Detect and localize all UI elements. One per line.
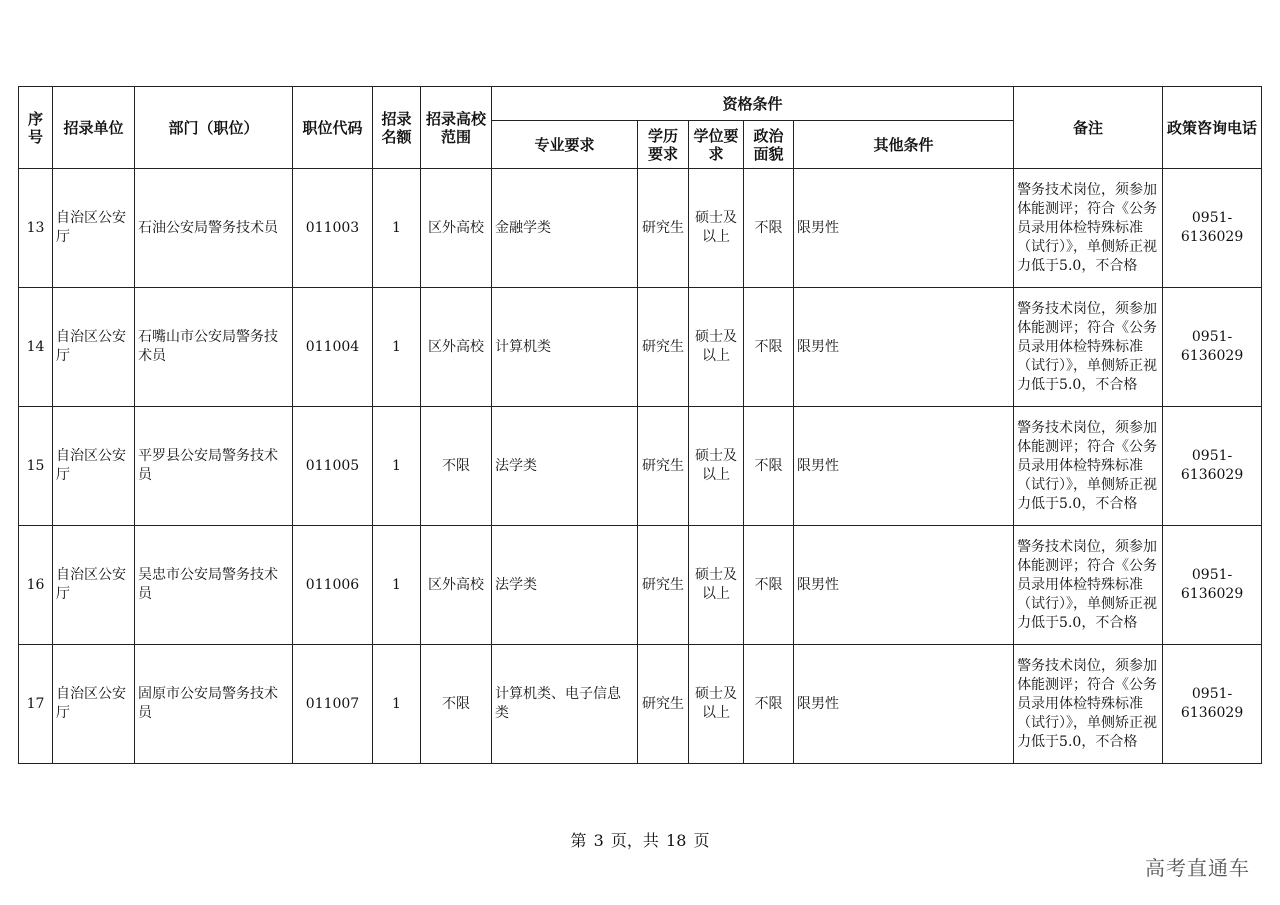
cell-degree: 硕士及以上 [689,526,744,645]
cell-phone: 0951-6136029 [1163,407,1262,526]
table-row [19,526,1262,645]
cell-other: 限男性 [794,407,1014,526]
cell-school-scope: 不限 [421,407,492,526]
cell-phone: 0951-6136029 [1163,169,1262,288]
cell-quota: 1 [373,288,421,407]
cell-dept: 石油公安局警务技术员 [135,169,293,288]
cell-major: 法学类 [492,407,638,526]
cell-code: 011004 [293,288,373,407]
cell-education: 研究生 [638,288,689,407]
cell-education: 研究生 [638,645,689,764]
watermark: 高考直通车 [1145,856,1250,880]
recruitment-table [18,86,1262,764]
cell-remarks: 警务技术岗位，须参加体能测评；符合《公务员录用体检特殊标准（试行）》，单侧矫正视力低于5.0，不合格 [1014,645,1163,764]
cell-remarks: 警务技术岗位，须参加体能测评；符合《公务员录用体检特殊标准（试行）》，单侧矫正视力低于5.0，不合格 [1014,407,1163,526]
header-dept: 部门（职位） [135,87,293,169]
cell-dept: 石嘴山市公安局警务技术员 [135,288,293,407]
cell-remarks: 警务技术岗位，须参加体能测评；符合《公务员录用体检特殊标准（试行）》，单侧矫正视力低于5.0，不合格 [1014,169,1163,288]
table-row [19,169,1262,288]
cell-major: 金融学类 [492,169,638,288]
cell-unit: 自治区公安厅 [53,407,135,526]
cell-degree: 硕士及以上 [689,407,744,526]
header-school-scope: 招录高校范围 [421,87,492,169]
page-indicator [0,828,1280,851]
cell-school-scope: 区外高校 [421,526,492,645]
cell-seq: 16 [19,526,53,645]
cell-political: 不限 [744,288,794,407]
cell-quota: 1 [373,169,421,288]
cell-phone: 0951-6136029 [1163,645,1262,764]
header-code: 职位代码 [293,87,373,169]
header-phone: 政策咨询电话 [1163,87,1262,169]
cell-political: 不限 [744,526,794,645]
cell-political: 不限 [744,407,794,526]
cell-remarks: 警务技术岗位，须参加体能测评；符合《公务员录用体检特殊标准（试行）》，单侧矫正视力低于5.0，不合格 [1014,526,1163,645]
cell-seq: 17 [19,645,53,764]
cell-unit: 自治区公安厅 [53,288,135,407]
page-prefix: 第 [570,831,587,850]
cell-education: 研究生 [638,407,689,526]
cell-school-scope: 不限 [421,645,492,764]
header-degree: 学位要求 [689,121,744,169]
cell-degree: 硕士及以上 [689,645,744,764]
cell-code: 011005 [293,407,373,526]
page-total: 18 [666,831,687,850]
cell-education: 研究生 [638,169,689,288]
cell-other: 限男性 [794,169,1014,288]
table-row [19,288,1262,407]
cell-major: 法学类 [492,526,638,645]
cell-remarks: 警务技术岗位，须参加体能测评；符合《公务员录用体检特殊标准（试行）》，单侧矫正视力低于5.0，不合格 [1014,288,1163,407]
cell-code: 011006 [293,526,373,645]
cell-degree: 硕士及以上 [689,169,744,288]
cell-other: 限男性 [794,288,1014,407]
cell-political: 不限 [744,645,794,764]
cell-education: 研究生 [638,526,689,645]
cell-dept: 平罗县公安局警务技术员 [135,407,293,526]
cell-phone: 0951-6136029 [1163,526,1262,645]
header-unit: 招录单位 [53,87,135,169]
cell-seq: 15 [19,407,53,526]
header-seq: 序号 [19,87,53,169]
cell-degree: 硕士及以上 [689,288,744,407]
table-row [19,407,1262,526]
cell-unit: 自治区公安厅 [53,645,135,764]
table-row [19,645,1262,764]
cell-school-scope: 区外高校 [421,288,492,407]
cell-phone: 0951-6136029 [1163,288,1262,407]
header-other: 其他条件 [794,121,1014,169]
header-political: 政治面貌 [744,121,794,169]
cell-other: 限男性 [794,526,1014,645]
cell-school-scope: 区外高校 [421,169,492,288]
header-major: 专业要求 [492,121,638,169]
cell-major: 计算机类 [492,288,638,407]
cell-dept: 吴忠市公安局警务技术员 [135,526,293,645]
page-middle: 页，共 [610,831,659,850]
cell-quota: 1 [373,526,421,645]
cell-other: 限男性 [794,645,1014,764]
header-education: 学历要求 [638,121,689,169]
cell-political: 不限 [744,169,794,288]
header-qualifications: 资格条件 [492,87,1014,121]
page-number: 3 [593,831,604,850]
header-quota: 招录名额 [373,87,421,169]
cell-unit: 自治区公安厅 [53,169,135,288]
cell-quota: 1 [373,645,421,764]
cell-code: 011003 [293,169,373,288]
header-remarks: 备注 [1014,87,1163,169]
cell-unit: 自治区公安厅 [53,526,135,645]
cell-quota: 1 [373,407,421,526]
cell-code: 011007 [293,645,373,764]
cell-dept: 固原市公安局警务技术员 [135,645,293,764]
cell-major: 计算机类、电子信息类 [492,645,638,764]
cell-seq: 14 [19,288,53,407]
cell-seq: 13 [19,169,53,288]
page-suffix: 页 [693,831,710,850]
